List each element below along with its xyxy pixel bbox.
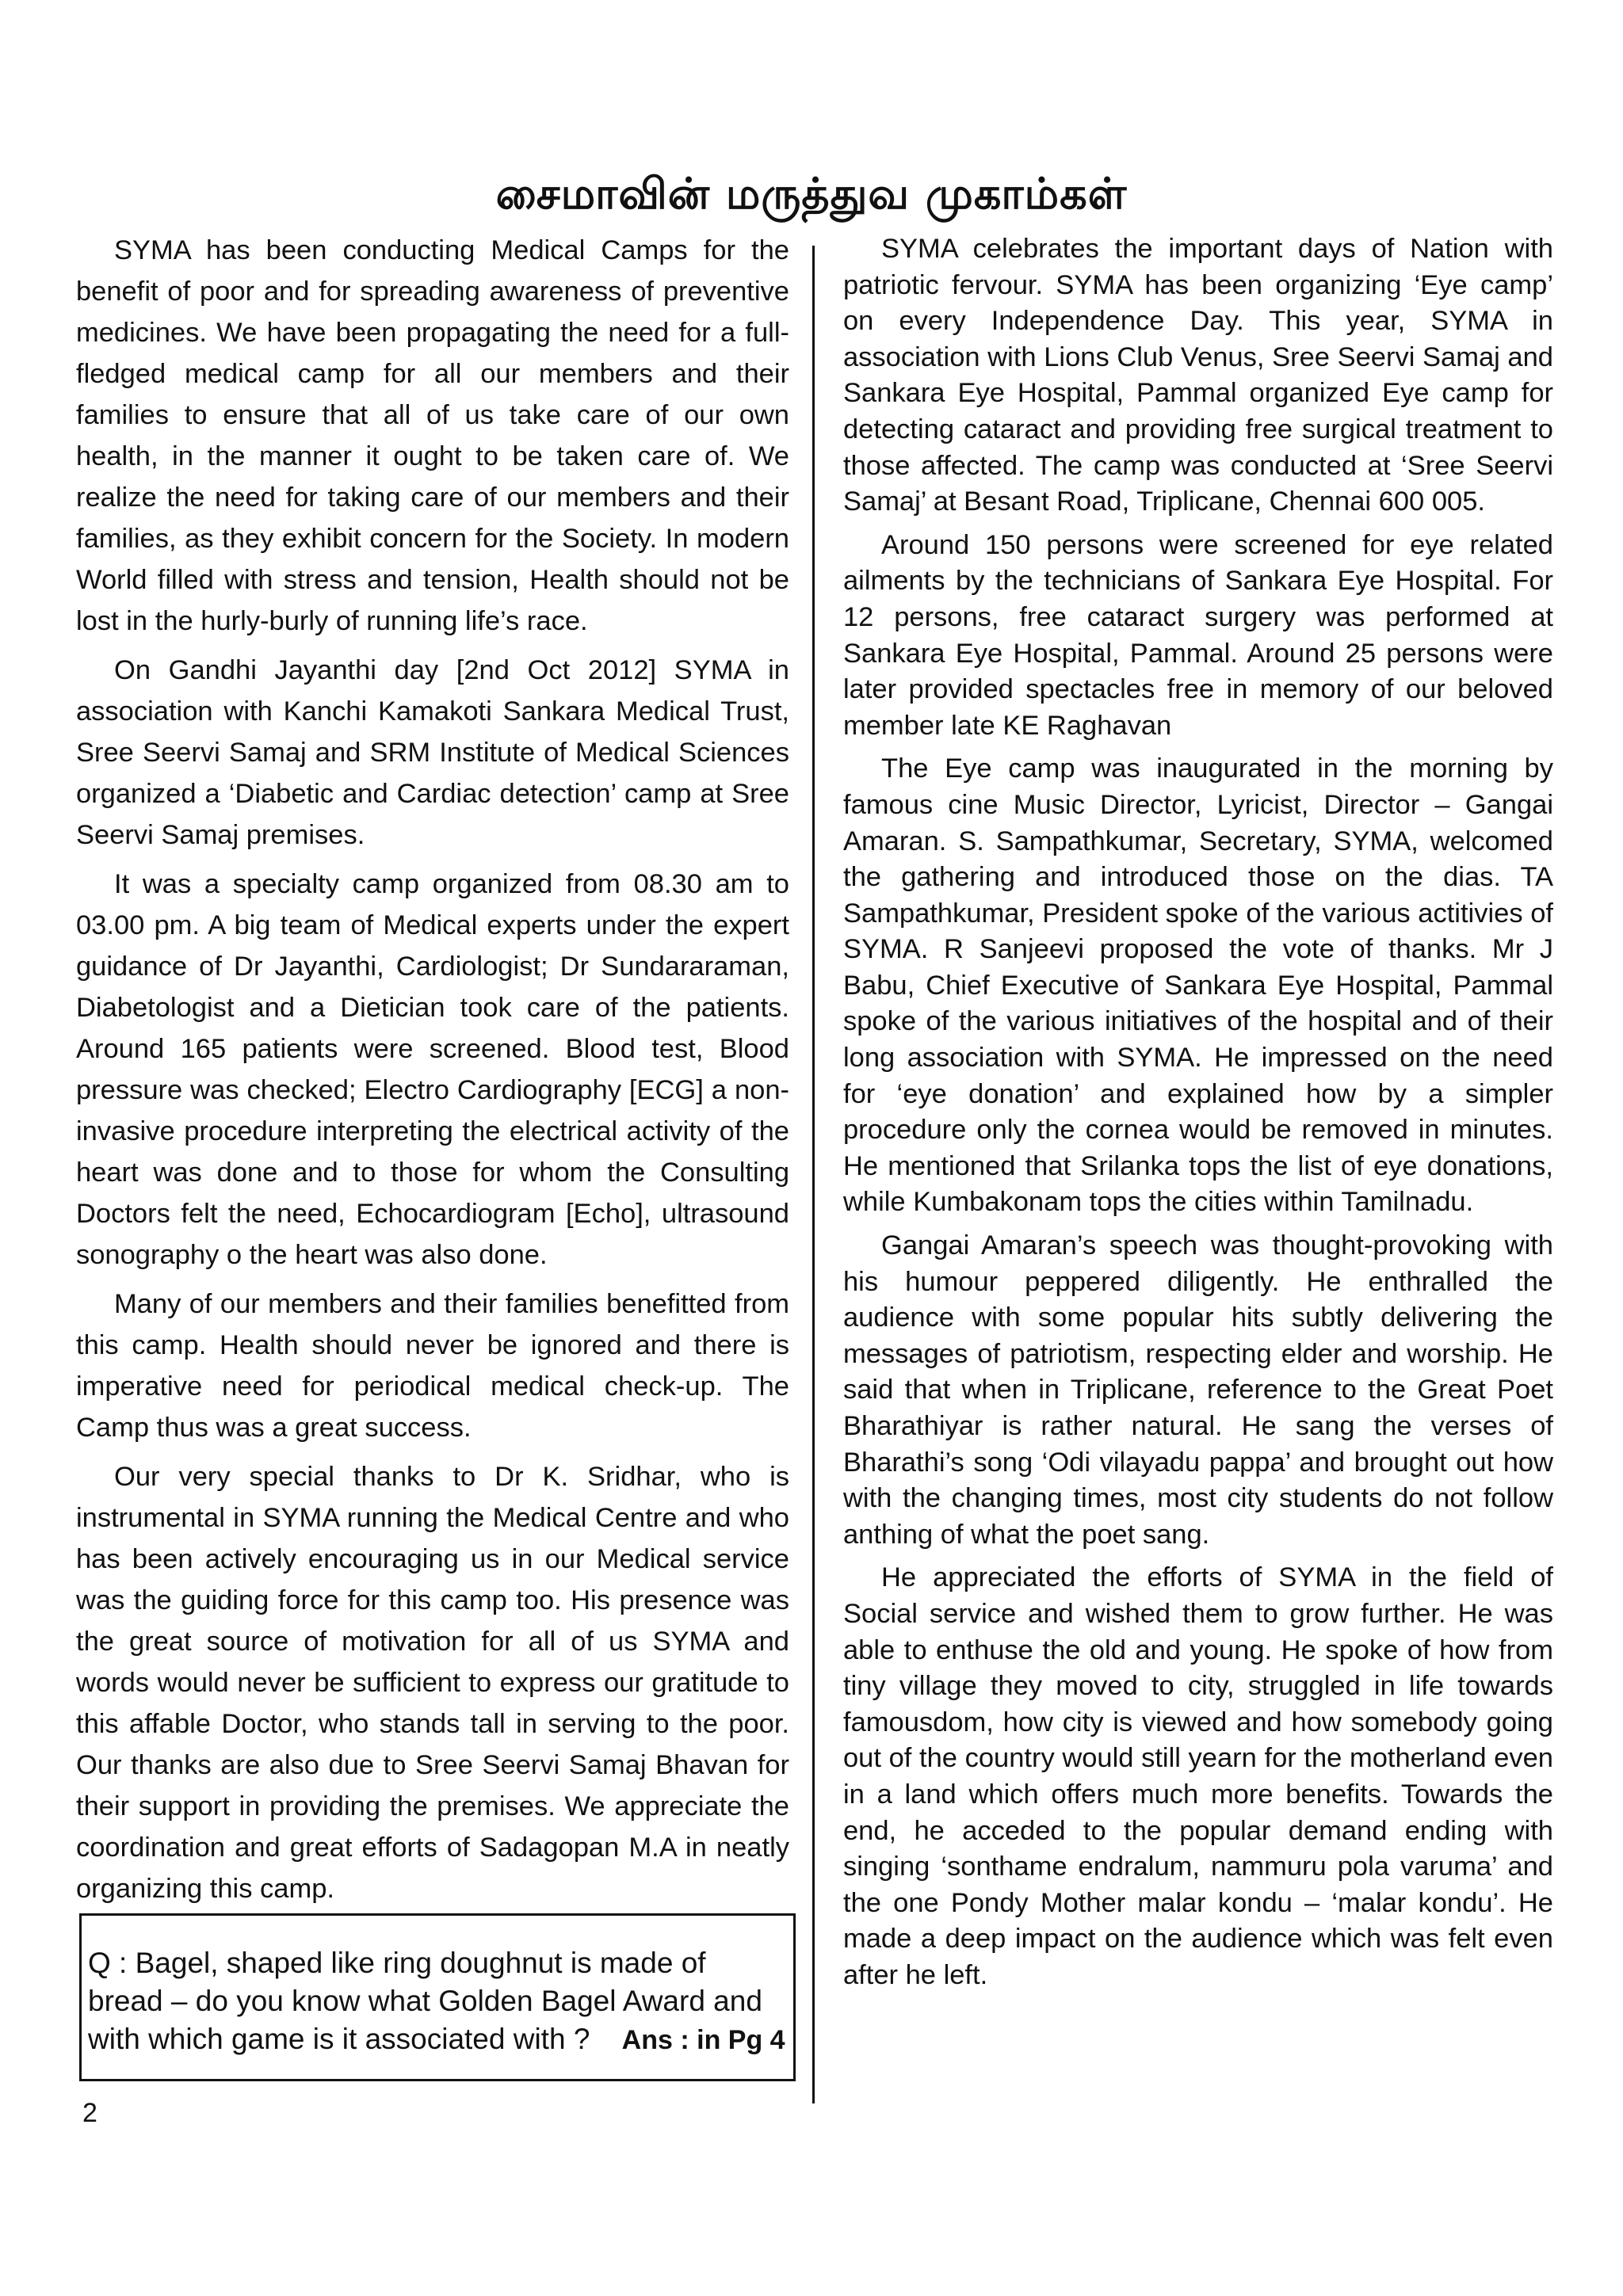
paragraph: Many of our members and their families benefitted from this camp. Health should never be ignored and there is imperative need for periodical medical check-up. The Camp thus was a great success. <box>76 1289 789 1443</box>
right-column <box>843 231 1553 2001</box>
left-column <box>76 230 789 1917</box>
column-divider <box>812 246 815 2103</box>
paragraph: Gangai Amaran’s speech was thought-provoking with his humour peppered diligently. He enthralled the audience with some popular hits subtly delivering the messages of patriotism, respecting elder and worship. He said that when in Triplicane, reference to the Great Poet Bharathiyar is rather natural. He sang the verses of Bharathi’s song ‘Odi vilayadu pappa’ and brought out how with the changing times, most city students do not follow anthing of what the poet sang. <box>843 1230 1553 1550</box>
paragraph: It was a specialty camp organized from 08.30 am to 03.00 pm. A big team of Medical experts under the expert guidance of Dr Jayanthi, Cardiologist; Dr Sundararaman, Diabetologist and a Dietician took care of the patients. Around 165 patients were screened. Blood test, Blood pressure was checked; Electro Cardiography [ECG] a non-invasive procedure interpreting the electrical activity of the heart was done and to those for whom the Consulting Doctors felt the need, Echocardiogram [Echo], ultrasound sonography o the heart was also done. <box>76 869 789 1270</box>
paragraph: On Gandhi Jayanthi day [2nd Oct 2012] SYMA in association with Kanchi Kamakoti Sankara Medical Trust, Sree Seervi Samaj and SRM Institute of Medical Sciences organized a ‘Diabetic and Cardiac detection’ camp at Sree Seervi Samaj premises. <box>76 655 789 850</box>
paragraph: Around 150 persons were screened for eye related ailments by the technicians of Sankara Eye Hospital. For 12 persons, free cataract surgery was performed at Sankara Eye Hospital, Pammal. Around 25 persons were later provided spectacles free in memory of our beloved member late KE Raghavan <box>843 529 1553 741</box>
page-number: 2 <box>82 2098 97 2128</box>
paragraph: Our very special thanks to Dr K. Sridhar, who is instrumental in SYMA running the Medical Centre and who has been actively encouraging us in our Medical service was the guiding force for this camp too. His presence was the great source of motivation for all of us SYMA and words would never be sufficient to express our gratitude to this affable Doctor, who stands tall in serving to the poor. Our thanks are also due to Sree Seervi Samaj Bhavan for their support in providing the premises. We appreciate the coordination and great efforts of Sadagopan M.A in neatly organizing this camp. <box>76 1462 789 1904</box>
paragraph: He appreciated the efforts of SYMA in the field of Social service and wished them to grow further. He was able to enthuse the old and young. He spoke of how from tiny village they moved to city, struggled in life towards famousdom, how city is viewed and how somebody going out of the country would still yearn for the motherland even in a land which offers much more benefits. Towards the end, he acceded to the popular demand ending with singing ‘sonthame endralum, nammuru pola varuma’ and the one Pondy Mother malar kondu – ‘malar kondu’. He made a deep impact on the audience which was felt even after he left. <box>843 1562 1553 1990</box>
quiz-question: Q : Bagel, shaped like ring doughnut is made of bread – do you know what Golden Bagel Award and with which game is it associated with ? <box>88 1947 762 2055</box>
quiz-box <box>79 1913 796 2081</box>
paragraph: SYMA celebrates the important days of Nation with patriotic fervour. SYMA has been organizing ‘Eye camp’ on every Independence Day. This year, SYMA in association with Lions Club Venus, Sree Seervi Samaj and Sankara Eye Hospital, Pammal organized Eye camp for detecting cataract and providing free surgical treatment to those affected. The camp was conducted at ‘Sree Seervi Samaj’ at Besant Road, Triplicane, Chennai 600 005. <box>843 234 1553 517</box>
page-title: சைமாவின் மருத்துவ முகாம்கள் <box>495 169 1128 219</box>
paragraph: SYMA has been conducting Medical Camps for the benefit of poor and for spreading awareness of preventive medicines. We have been propagating the need for a full-fledged medical camp for all our members and their families to ensure that all of us take care of our own health, in the manner it ought to be taken care of. We realize the need for taking care of our members and their families, as they exhibit concern for the Society. In modern World filled with stress and tension, Health should not be lost in the hurly-burly of running life’s race. <box>76 235 789 636</box>
paragraph: The Eye camp was inaugurated in the morning by famous cine Music Director, Lyricist, Director – Gangai Amaran. S. Sampathkumar, Secretary, SYMA, welcomed the gathering and introduced those on the dias. TA Sampathkumar, President spoke of the various actitivies of SYMA. R Sanjeevi proposed the vote of thanks. Mr J Babu, Chief Executive of Sankara Eye Hospital, Pammal spoke of the various initiatives of the hospital and of their long association with SYMA. He impressed on the need for ‘eye donation’ and explained how by a simpler procedure only the cornea would be removed in minutes. He mentioned that Srilanka tops the list of eye donations, while Kumbakonam tops the cities within Tamilnadu. <box>843 753 1553 1218</box>
quiz-answer-reference: Ans : in Pg 4 <box>621 2025 785 2055</box>
